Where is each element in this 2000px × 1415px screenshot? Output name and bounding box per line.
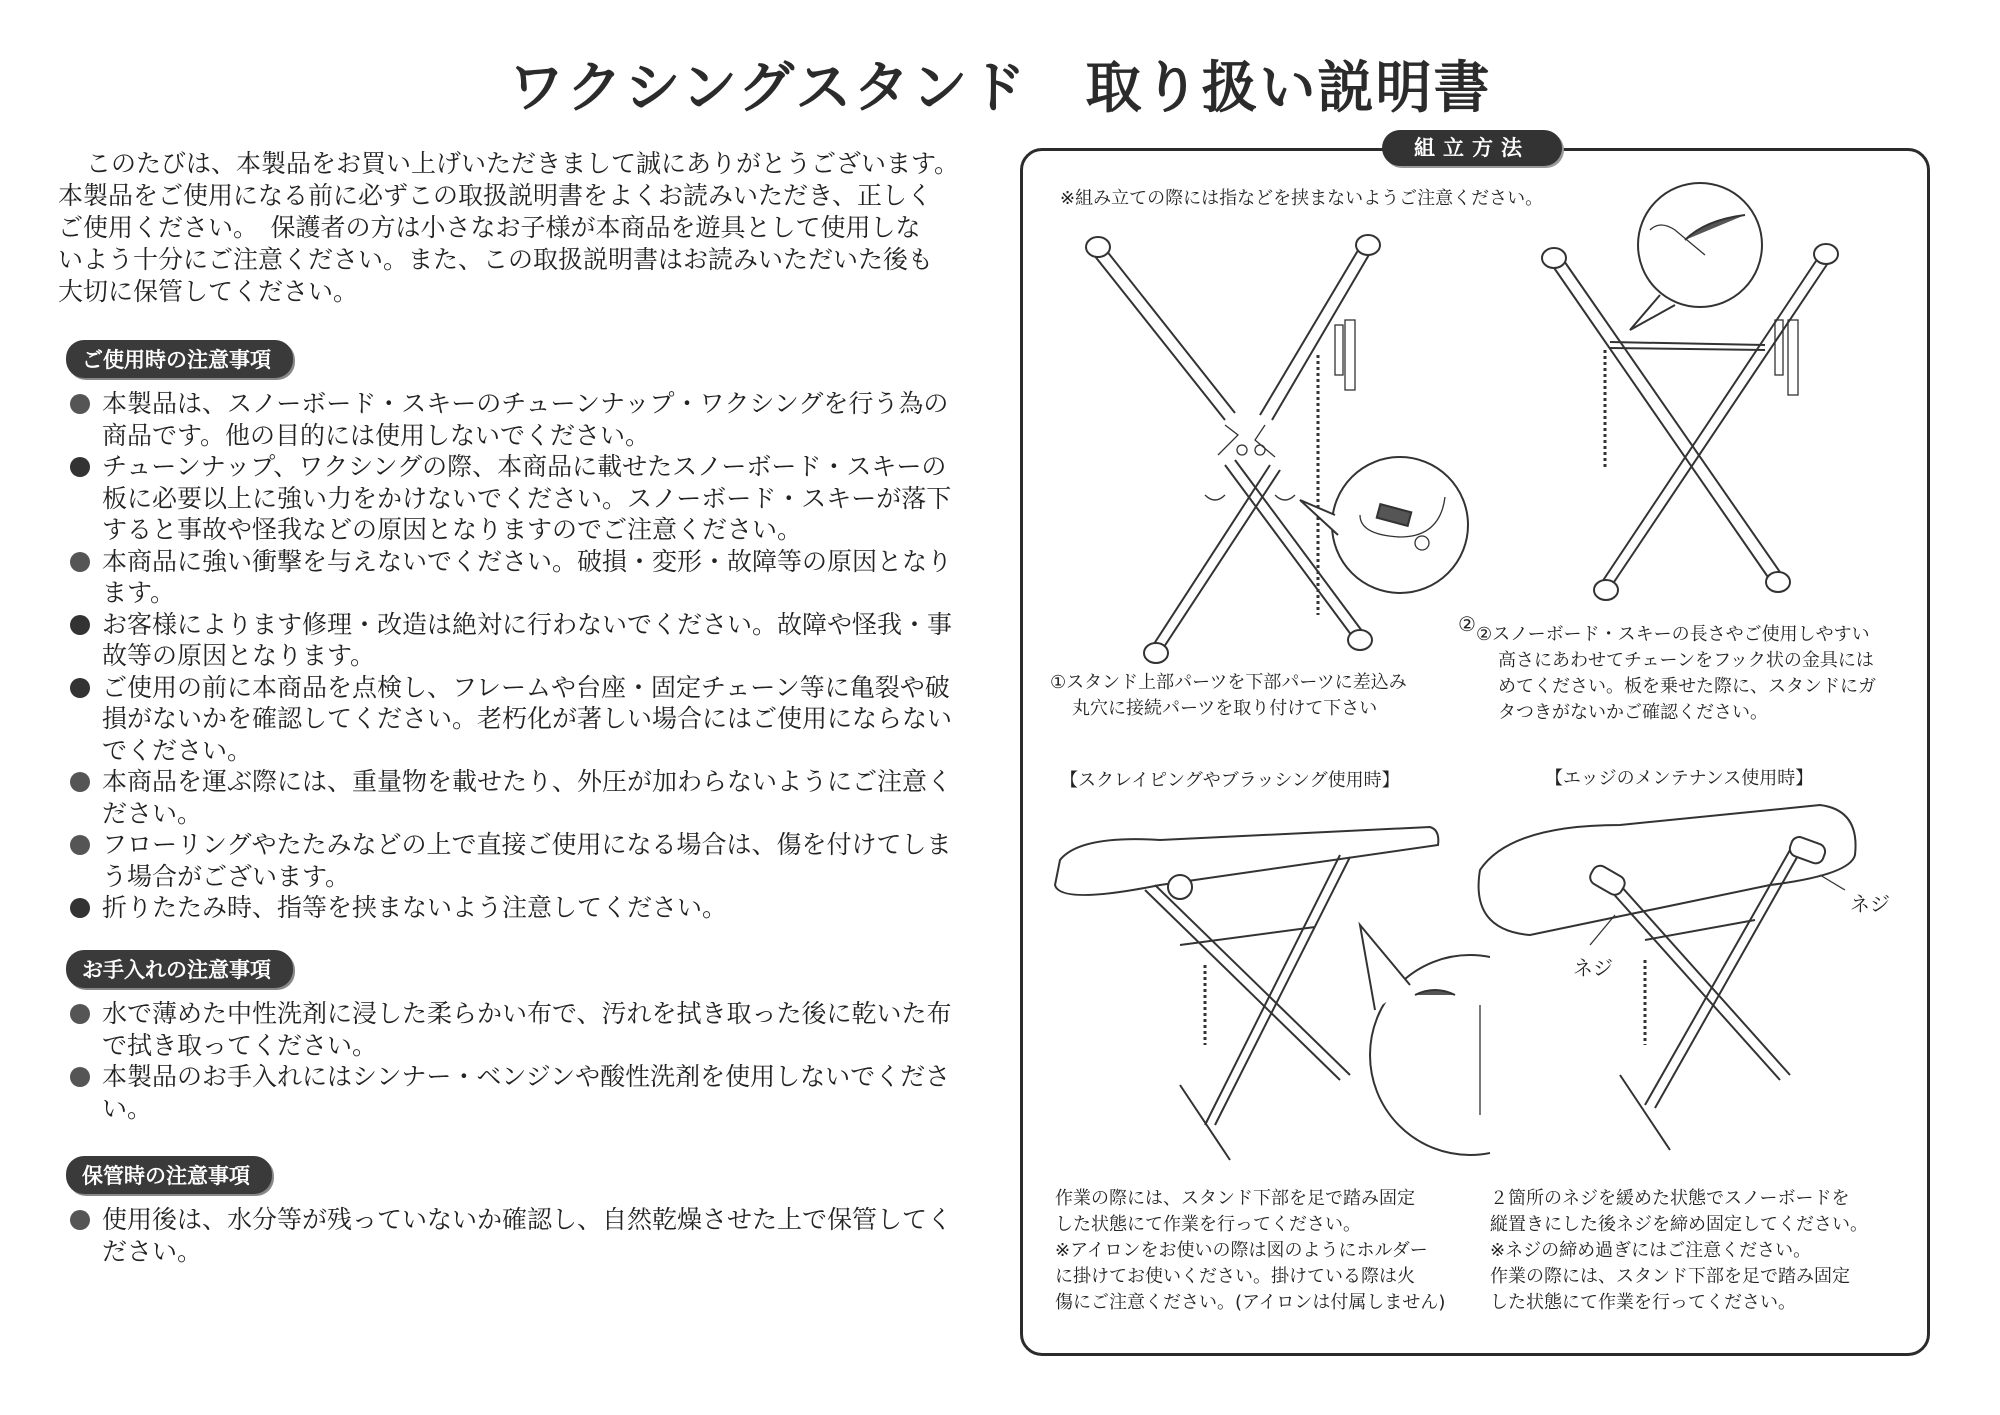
list-item: 本商品を運ぶ際には、重量物を載せたり、外圧が加わらないようにご注意く ださい。 xyxy=(66,766,986,829)
step1-caption: ①スタンド上部パーツを下部パーツに差込み 丸穴に接続パーツを取り付けて下さい xyxy=(1050,672,1407,719)
list-item: お客様によります修理・改造は絶対に行わないでください。故障や怪我・事 故等の原因となります。 xyxy=(66,609,986,672)
section-storage-precautions xyxy=(66,1156,986,1267)
usage-edge-heading: 【エッジのメンテナンス使用時】 xyxy=(1545,768,1814,789)
scraping-usage-illustration xyxy=(1040,815,1490,1165)
intro-line: 本製品をご使用になる前に必ずこの取扱説明書をよくお読みいただき、正しく xyxy=(58,181,933,210)
list-item: 本商品に強い衝撃を与えないでください。破損・変形・故障等の原因となり ます。 xyxy=(66,546,986,609)
document-title: ワクシングスタンド 取り扱い説明書 xyxy=(508,56,1492,121)
bullet-icon xyxy=(70,678,90,698)
section-heading: 保管時の注意事項 xyxy=(66,1156,272,1194)
screw-label: ネジ xyxy=(1850,892,1890,916)
list-item: 使用後は、水分等が残っていないか確認し、自然乾燥させた上で保管してく ださい。 xyxy=(66,1204,986,1267)
bullet-icon xyxy=(70,457,90,477)
edge-caption: ２箇所のネジを緩めた状態でスノーボードを 縦置きにした後ネジを締め固定してください。 ※ネジの締め過ぎにはご注意ください。 作業の際には、スタンド下部を足で踏み固定 した状態にて作業を行ってください。 xyxy=(1490,1188,1868,1313)
intro-line: いよう十分にご注意ください。また、この取扱説明書はお読みいただいた後も xyxy=(58,245,934,274)
bullet-icon xyxy=(70,1067,90,1087)
list-item: チューンナップ、ワクシングの際、本商品に載せたスノーボード・スキーの 板に必要以上に強い力をかけないでください。スノーボード・スキーが落下 すると事故や怪我などの原因となりますのでご注意ください。 xyxy=(66,451,986,546)
list-item: フローリングやたたみなどの上で直接ご使用になる場合は、傷を付けてしま う場合がございます。 xyxy=(66,829,986,892)
section-heading: ご使用時の注意事項 xyxy=(66,340,293,378)
intro-paragraph xyxy=(58,148,978,308)
bullet-icon xyxy=(70,615,90,635)
bullet-icon xyxy=(70,1004,90,1024)
list-item: 折りたたみ時、指等を挟まないよう注意してください。 xyxy=(66,892,986,924)
intro-line: ご使用ください。 保護者の方は小さなお子様が本商品を遊具として使用しな xyxy=(58,213,921,242)
scraping-caption: 作業の際には、スタンド下部を足で踏み固定 した状態にて作業を行ってください。 ※アイロンをお使いの際は図のようにホルダー に掛けてお使いください。掛けている際は火 傷にご注意ください。(アイロンは付属しません) xyxy=(1055,1188,1446,1313)
stand-chain-illustration xyxy=(1510,170,1910,610)
bullet-icon xyxy=(70,394,90,414)
section-maintenance-precautions xyxy=(66,950,986,1124)
usage-scraping-heading: 【スクレイピングやブラッシング使用時】 xyxy=(1060,770,1400,791)
list-item: 本製品のお手入れにはシンナー・ベンジンや酸性洗剤を使用しないでくださ い。 xyxy=(66,1061,986,1124)
bullet-icon xyxy=(70,835,90,855)
list-item: ご使用の前に本商品を点検し、フレームや台座・固定チェーン等に亀裂や破 損がないかを確認してください。老朽化が著しい場合にはご使用にならない でください。 xyxy=(66,672,986,767)
intro-line: 大切に保管してください。 xyxy=(58,277,359,306)
list-item: 本製品は、スノーボード・スキーのチューンナップ・ワクシングを行う為の 商品です。他の目的には使用しないでください。 xyxy=(66,388,986,451)
list-item: 水で薄めた中性洗剤に浸した柔らかい布で、汚れを拭き取った後に乾いた布 で拭き取ってください。 xyxy=(66,998,986,1061)
section-heading: お手入れの注意事項 xyxy=(66,950,293,988)
assembly-heading: 組立方法 xyxy=(1382,130,1562,166)
intro-line: このたびは、本製品をお買い上げいただきまして誠にありがとうございます。 xyxy=(86,149,960,178)
bullet-icon xyxy=(70,898,90,918)
section-usage-precautions xyxy=(66,340,986,924)
step-marker: ② xyxy=(1458,612,1476,636)
edge-usage-illustration xyxy=(1470,790,1930,1170)
screw-label: ネジ xyxy=(1573,956,1613,980)
bullet-icon xyxy=(70,772,90,792)
assembly-note: ※組み立ての際には指などを挟まないようご注意ください。 xyxy=(1060,188,1544,209)
step2-caption: ②スノーボード・スキーの長さやご使用しやすい 高さにあわせてチェーンをフック状の金具には めてください。板を乗せた際に、スタンドにガ タつきがないかご確認ください。 xyxy=(1476,624,1876,723)
bullet-icon xyxy=(70,552,90,572)
bullet-icon xyxy=(70,1210,90,1230)
stand-assembly-illustration xyxy=(1060,225,1480,665)
